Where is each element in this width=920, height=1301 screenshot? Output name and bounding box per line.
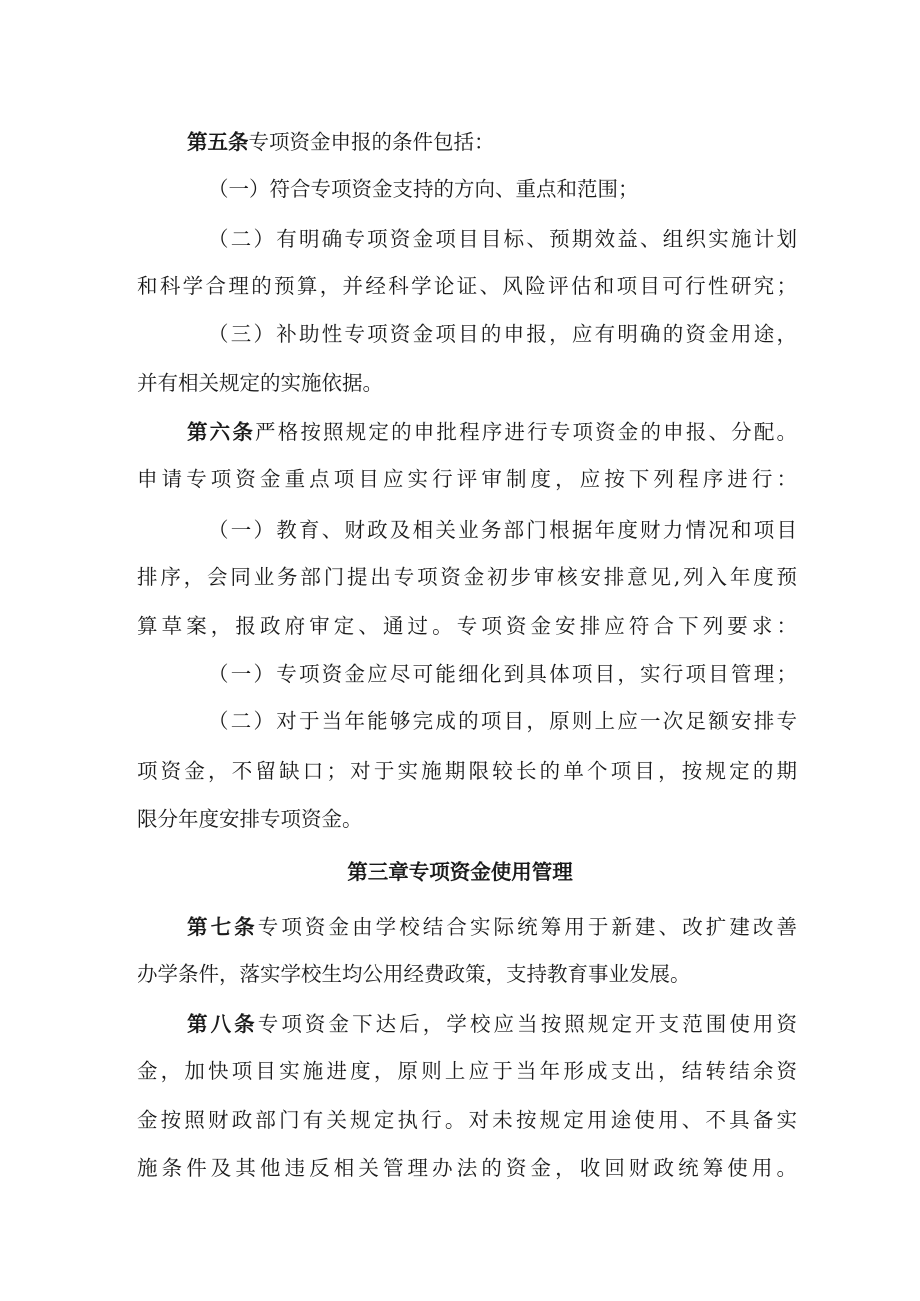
article-5-item-2: （二）有明确专项资金项目目标、预期效益、组织实施计划 — [208, 227, 797, 251]
article-5-first-line — [187, 127, 797, 157]
article-7-text: 专项资金由学校结合实际统筹用于新建、改扩建改善 — [257, 915, 798, 939]
article-5-item-3: （三）补助性专项资金项目的申报，应有明确的资金用途， — [208, 322, 797, 346]
article-7-cont: 办学条件，落实学校生均公用经费政策，支持教育事业发展。 — [137, 962, 691, 986]
article-8-cont-1: 金，加快项目实施进度，原则上应于当年形成支出，结转结余资 — [137, 1059, 797, 1083]
article-8-heading: 第八条 — [187, 1012, 258, 1036]
article-6-text: 严格按照规定的申批程序进行专项资金的申报、分配。 — [255, 420, 798, 444]
article-6-item-1-cont-1: 排序，会同业务部门提出专项资金初步审核安排意见,列入年度预 — [137, 565, 797, 589]
article-5-item-1: （一）符合专项资金支持的方向、重点和范围； — [208, 177, 639, 201]
article-5-item-3-cont: 并有相关规定的实施依据。 — [137, 371, 383, 395]
article-7-first-line — [187, 912, 797, 942]
article-8-cont-3: 施条件及其他违反相关管理办法的资金，收回财政统筹使用。 — [137, 1156, 797, 1180]
article-5-item-2-cont: 和科学合理的预算，并经科学论证、风险评估和项目可行性研究； — [137, 274, 797, 298]
article-6-req-2-cont-2: 限分年度安排专项资金。 — [137, 807, 363, 831]
article-6-req-2: （二）对于当年能够完成的项目，原则上应一次足额安排专 — [208, 709, 797, 733]
article-8-first-line — [187, 1009, 797, 1039]
article-6-req-2-cont-1: 项资金，不留缺口；对于实施期限较长的单个项目，按规定的期 — [137, 759, 797, 783]
article-8-text: 专项资金下达后，学校应当按照规定开支范围使用资 — [257, 1012, 798, 1036]
article-5-text: 专项资金申报的条件包括： — [248, 130, 495, 154]
article-5-heading: 第五条 — [187, 130, 249, 154]
article-7-heading: 第七条 — [187, 915, 258, 939]
article-8-cont-2: 金按照财政部门有关规定执行。对未按规定用途使用、不具备实 — [137, 1108, 797, 1132]
chapter-3-title: 第三章专项资金使用管理 — [347, 860, 573, 884]
article-6-line-2: 申请专项资金重点项目应实行评审制度，应按下列程序进行： — [137, 467, 797, 491]
article-6-heading: 第六条 — [187, 420, 256, 444]
article-6-item-1: （一）教育、财政及相关业务部门根据年度财力情况和项目 — [208, 518, 797, 542]
article-6-req-1: （一）专项资金应尽可能细化到具体项目，实行项目管理； — [208, 662, 797, 686]
article-6-item-1-cont-2: 算草案，报政府审定、通过。专项资金安排应符合下列要求： — [137, 614, 797, 638]
article-6-first-line — [187, 417, 797, 447]
